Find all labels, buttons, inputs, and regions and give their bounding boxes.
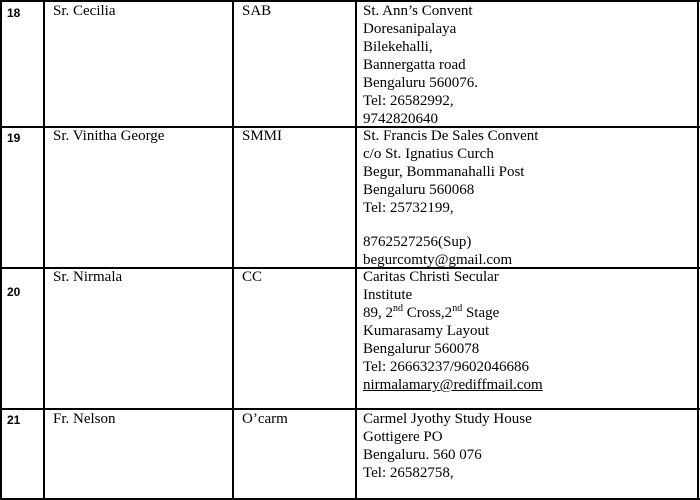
row-number: 19 — [7, 131, 21, 145]
address-line: Doresanipalaya — [363, 21, 457, 37]
column-divider — [43, 0, 45, 500]
column-divider — [355, 0, 357, 500]
address-line: Carmel Jyothy Study House — [363, 411, 532, 427]
address-line: Bengaluru. 560 076 — [363, 447, 482, 463]
address-line: Begur, Bommanahalli Post — [363, 164, 525, 180]
address-block — [363, 2, 478, 128]
address-line — [363, 304, 543, 322]
row-number: 20 — [7, 285, 21, 299]
address-line: St. Francis De Sales Convent — [363, 128, 539, 144]
ordinal-suffix: nd — [452, 303, 463, 314]
person-name: Sr. Vinitha George — [53, 128, 165, 144]
address-line: Bengaluru 560076. — [363, 75, 478, 91]
address-line: Kumarasamy Layout — [363, 323, 490, 339]
congregation: SMMI — [242, 128, 283, 144]
address-block — [363, 268, 543, 394]
email-link[interactable]: nirmalamary@rediffmail.com — [363, 377, 543, 393]
phone-line: Tel: 26663237/9602046686 — [363, 359, 530, 375]
address-block — [363, 410, 532, 482]
column-divider — [697, 0, 699, 500]
phone-line: 8762527256(Sup) — [363, 234, 472, 250]
congregation: CC — [242, 269, 263, 285]
address-text: 89, 2 — [363, 305, 393, 321]
person-name: Fr. Nelson — [53, 411, 116, 427]
address-line: St. Ann’s Convent — [363, 3, 473, 19]
address-line: Institute — [363, 287, 413, 303]
congregation: O’carm — [242, 411, 288, 427]
address-block — [363, 127, 538, 269]
address-line: Bengalurur 560078 — [363, 341, 480, 357]
address-line: Bilekehalli, — [363, 39, 433, 55]
address-line: Caritas Christi Secular — [363, 269, 499, 285]
column-divider — [232, 0, 234, 500]
address-line: c/o St. Ignatius Curch — [363, 146, 494, 162]
address-text: Cross,2 — [403, 305, 453, 321]
person-name: Sr. Cecilia — [53, 3, 116, 19]
row-number: 18 — [7, 6, 21, 20]
address-text: Stage — [462, 305, 500, 321]
congregation: SAB — [242, 3, 272, 19]
blank-line — [363, 217, 538, 233]
phone-line: Tel: 25732199, — [363, 200, 454, 216]
address-line: Bengaluru 560068 — [363, 182, 475, 198]
ordinal-suffix: nd — [393, 303, 403, 314]
row-number: 21 — [7, 413, 21, 427]
email-line: begurcomty@gmail.com — [363, 252, 513, 268]
phone-line: Tel: 26582992, — [363, 93, 454, 109]
address-line: Gottigere PO — [363, 429, 443, 445]
phone-line: Tel: 26582758, — [363, 465, 454, 481]
column-divider — [0, 0, 2, 500]
address-line: Bannergatta road — [363, 57, 466, 73]
phone-line: 9742820640 — [363, 111, 438, 127]
person-name: Sr. Nirmala — [53, 269, 123, 285]
